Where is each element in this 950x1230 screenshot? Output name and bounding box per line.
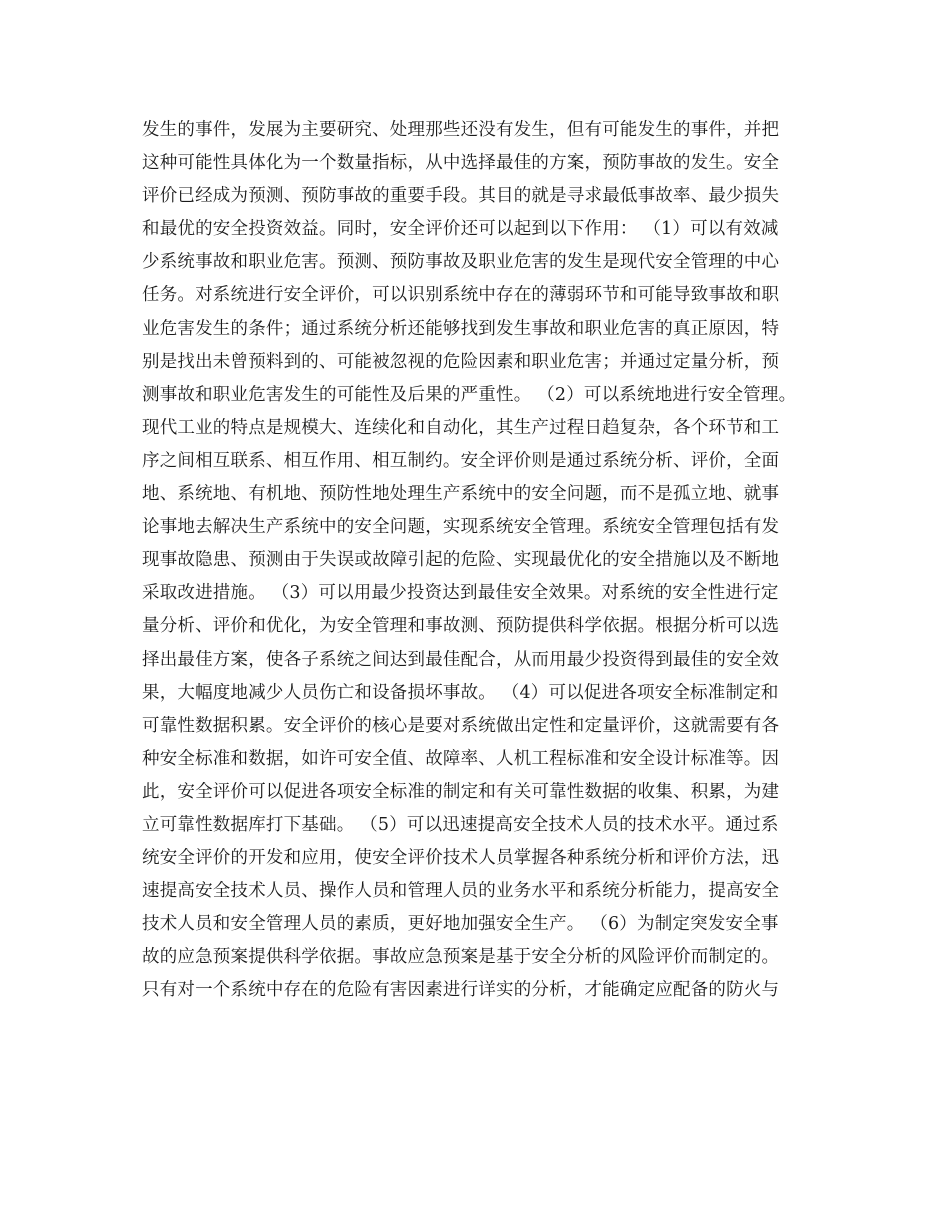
text-line: 现事故隐患、预测由于失误或故障引起的危险、实现最优化的安全措施以及不断地 — [142, 550, 780, 571]
body-text — [142, 114, 842, 1008]
text-line: 统安全评价的开发和应用，使安全评价技术人员掌握各种系统分析和评价方法，迅 — [142, 848, 780, 869]
text-line: 种安全标准和数据，如许可安全值、故障率、人机工程标准和安全设计标准等。因 — [142, 748, 780, 769]
text-line: 可靠性数据积累。安全评价的核心是要对系统做出定性和定量评价，这就需要有各 — [142, 715, 780, 736]
text-line: 业危害发生的条件；通过系统分析还能够找到发生事故和职业危害的真正原因，特 — [142, 318, 780, 339]
text-line: 论事地去解决生产系统中的安全问题，实现系统安全管理。系统安全管理包括有发 — [142, 517, 780, 538]
text-line: 择出最佳方案，使各子系统之间达到最佳配合，从而用最少投资得到最佳的安全效 — [142, 649, 780, 670]
text-line: 量分析、评价和优化，为安全管理和事故测、预防提供科学依据。根据分析可以选 — [142, 616, 780, 637]
text-line: 现代工业的特点是规模大、连续化和自动化，其生产过程日趋复杂，各个环节和工 — [142, 417, 780, 438]
text-line: 只有对一个系统中存在的危险有害因素进行详实的分析，才能确定应配备的防火与 — [142, 980, 780, 1001]
text-line: 果，大幅度地减少人员伤亡和设备损坏事故。 （4）可以促进各项安全标准制定和 — [142, 682, 779, 703]
text-line: 任务。对系统进行安全评价，可以识别系统中存在的薄弱环节和可能导致事故和职 — [142, 285, 780, 306]
text-line: 技术人员和安全管理人员的素质，更好地加强安全生产。 （6）为制定突发安全事 — [142, 914, 779, 935]
text-line: 故的应急预案提供科学依据。事故应急预案是基于安全分析的风险评价而制定的。 — [142, 947, 780, 968]
text-line: 发生的事件，发展为主要研究、处理那些还没有发生，但有可能发生的事件，并把 — [142, 120, 780, 140]
text-line: 这种可能性具体化为一个数量指标，从中选择最佳的方案，预防事故的发生。安全 — [142, 153, 780, 174]
text-line: 和最优的安全投资效益。同时，安全评价还可以起到以下作用： （1）可以有效减 — [142, 219, 779, 240]
text-line: 速提高安全技术人员、操作人员和管理人员的业务水平和系统分析能力，提高安全 — [142, 881, 780, 902]
text-line: 测事故和职业危害发生的可能性及后果的严重性。 （2）可以系统地进行安全管理。 — [142, 384, 797, 405]
text-line: 此，安全评价可以促进各项安全标准的制定和有关可靠性数据的收集、积累，为建 — [142, 781, 780, 802]
text-line: 立可靠性数据库打下基础。 （5）可以迅速提高安全技术人员的技术水平。通过系 — [142, 814, 779, 835]
text-line: 评价已经成为预测、预防事故的重要手段。其目的就是寻求最低事故率、最少损失 — [142, 186, 780, 207]
text-line: 采取改进措施。 （3）可以用最少投资达到最佳安全效果。对系统的安全性进行定 — [142, 583, 779, 604]
text-line: 别是找出未曾预料到的、可能被忽视的危险因素和职业危害；并通过定量分析，预 — [142, 351, 780, 372]
text-line: 序之间相互联系、相互作用、相互制约。安全评价则是通过系统分析、评价，全面 — [142, 450, 780, 471]
text-line: 地、系统地、有机地、预防性地处理生产系统中的安全问题，而不是孤立地、就事 — [142, 484, 780, 505]
text-line: 少系统事故和职业危害。预测、预防事故及职业危害的发生是现代安全管理的中心 — [142, 252, 780, 273]
